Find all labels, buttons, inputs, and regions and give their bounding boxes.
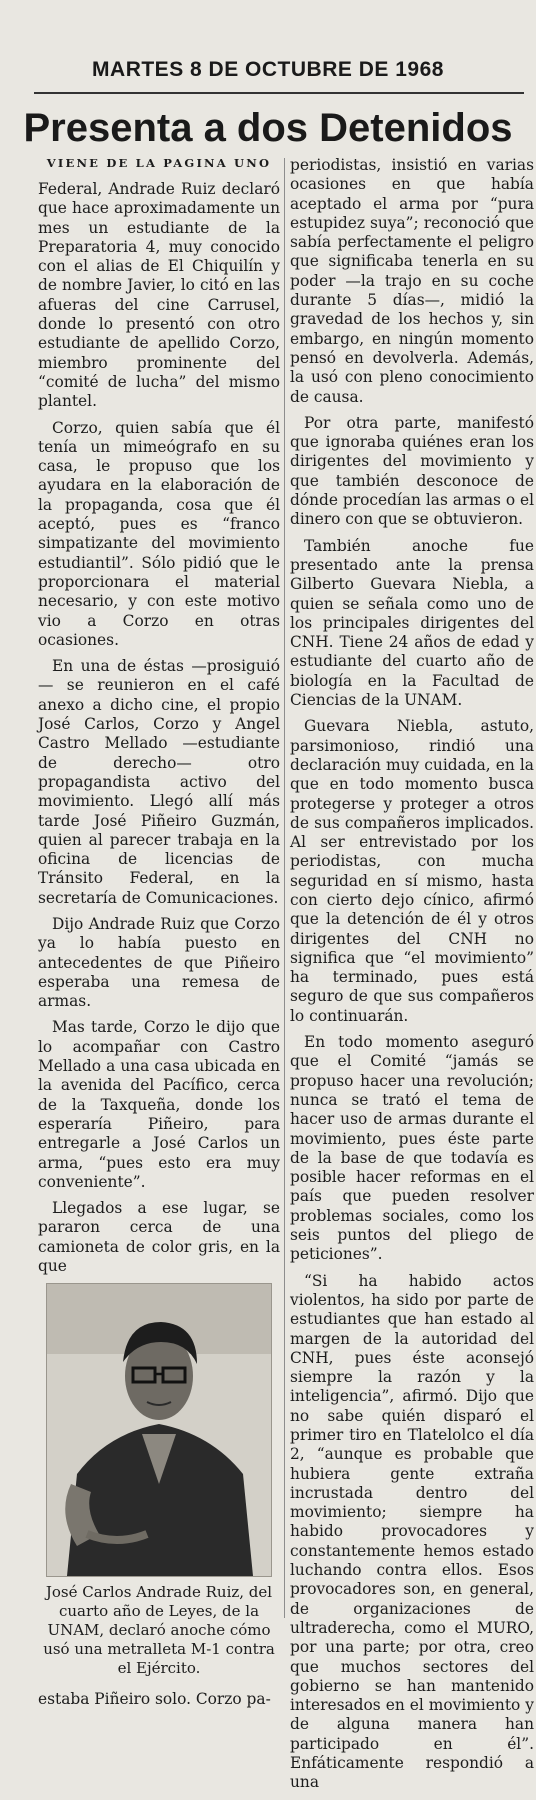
dateline: MARTES 8 DE OCTUBRE DE 1968 bbox=[92, 58, 444, 81]
article-paragraph: También anoche fue presentado ante la prensa Gilberto Guevara Niebla, a quien se señala como uno de los principales dirigentes del CNH. Tiene 24 años de edad y estudiante del cuarto año de biología en la Facultad de Ciencias de la UNAM. bbox=[290, 536, 534, 710]
article-paragraph: Federal, Andrade Ruiz declaró que hace aproximadamente un mes un estudiante de la Preparatoria 4, muy conocido con el alias de El Chiquilín y de nombre Javier, lo citó en las afueras del cine Carrusel, donde lo presentó con otro estudiante de apellido Corzo, miembro prominente del “comité de lucha” del mismo plantel. bbox=[38, 180, 280, 411]
photo-caption: José Carlos Andrade Ruiz, del cuarto año de Leyes, de la UNAM, declaró anoche cómo usó una metralleta M-1 contra el Ejército. bbox=[43, 1583, 275, 1678]
article-paragraph: periodistas, insistió en varias ocasiones en que había aceptado el arma por “pura estupidez suya”; reconoció que sabía perfectamente el peligro que significaba tenerla en su poder —la trajo en su coche durante 5 días—, midió la gravedad de los hechos y, sin embargo, en ningún momento pensó en devolverla. Además, la usó con pleno conocimiento de causa. bbox=[290, 156, 534, 406]
portrait-illustration bbox=[47, 1284, 271, 1576]
article-paragraph: En todo momento aseguró que el Comité “jamás se propuso hacer una revolución; nunca se trató el tema de hacer uso de armas durante el movimiento, pues éste parte de la base de que todavía es posible hacer reformas en el país que pueden resolver problemas sociales, como los seis puntos del pliego de peticiones”. bbox=[290, 1033, 534, 1264]
article-paragraph: Llegados a ese lugar, se pararon cerca de una camioneta de color gris, en la que bbox=[38, 1199, 280, 1276]
continued-from-kicker: VIENE DE LA PAGINA UNO bbox=[46, 156, 272, 170]
article-paragraph: En una de éstas —prosiguió— se reunieron en el café anexo a dicho cine, el propio José Carlos, Corzo y Angel Castro Mellado —estudiante de derecho— otro propagandista activo del movimiento. Llegó allí más tarde José Piñeiro Guzmán, quien al parecer trabaja en la oficina de licencias de Tránsito Federal, en la secretaría de Comunicaciones. bbox=[38, 657, 280, 907]
article-paragraph: Guevara Niebla, astuto, parsimonioso, rindió una declaración muy cuidada, en la que en todo momento busca protegerse y proteger a otros de sus compañeros implicados. Al ser entrevistado por los periodistas, con mucha seguridad en sí mismo, hasta con cierto dejo cínico, afirmó que la detención de él y otros dirigentes del CNH no significa que “el movimiento” ha terminado, pues está seguro de que sus compañeros lo continuarán. bbox=[290, 717, 534, 1025]
headline: Presenta a dos Detenidos bbox=[23, 106, 513, 150]
top-rule bbox=[34, 92, 524, 94]
article-paragraph: Corzo, quien sabía que él tenía un mimeógrafo en su casa, le propuso que los ayudara en la elaboración de la propaganda, cosa que él aceptó, pues es “franco simpatizante del movimiento estudiantil”. Sólo pidió que le proporcionara el material necesario, y con este motivo vio a Corzo en otras ocasiones. bbox=[38, 418, 280, 649]
article-paragraph: Por otra parte, manifestó que ignoraba quiénes eran los dirigentes del movimiento y que también desconoce de dónde procedían las armas o el dinero con que se obtuvieron. bbox=[290, 413, 535, 529]
column-divider bbox=[284, 158, 285, 1618]
article-paragraph: Mas tarde, Corzo le dijo que lo acompañar con Castro Mellado a una casa ubicada en la avenida del Pacífico, cerca de la Taxqueña, donde los esperaría Piñeiro, para entregarle a José Carlos un arma, “pues esto era muy conveniente”. bbox=[38, 1018, 280, 1191]
article-paragraph: “Si ha habido actos violentos, ha sido por parte de estudiantes que han estado al margen de la autoridad del CNH, pues éste aconsejó siempre la razón y la inteligencia”, afirmó. Dijo que no sabe quién disparó el primer tiro en Tlatelolco el día 2, “aunque es probable que hubiera gente extraña incrustada dentro del movimiento; siempre ha habido provocadores y constantemente hemos estado luchando contra ellos. Esos provocadores son, en general, de organizaciones de ultraderecha, como el MURO, por una parte; por otra, creo que muchos sectores del gobierno se han mantenido interesados en el movimiento y de alguna manera han participado en él”. Enfáticamente respondió a una bbox=[290, 1271, 534, 1792]
left-column bbox=[38, 154, 280, 1717]
article-paragraph-tail: estaba Piñeiro solo. Corzo pa- bbox=[38, 1690, 271, 1709]
article-paragraph: Dijo Andrade Ruiz que Corzo ya lo había puesto en antecedentes de que Piñeiro esperaba una remesa de armas. bbox=[38, 914, 280, 1011]
right-column bbox=[290, 156, 534, 1800]
portrait-photo bbox=[46, 1283, 272, 1577]
